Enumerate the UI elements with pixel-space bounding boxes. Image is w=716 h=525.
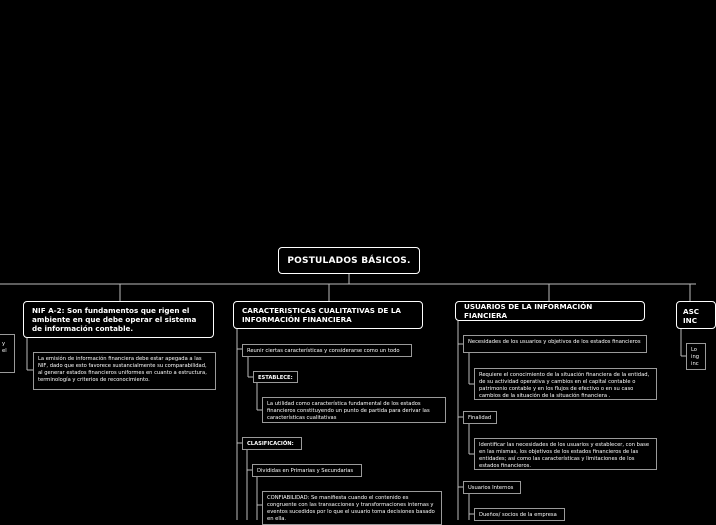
reunir-text: Reunir ciertas características y considerarse como un todo: [247, 348, 400, 354]
right-partial-title-line-1: ASC: [683, 307, 700, 316]
right-partial-line-2: ing: [691, 354, 700, 360]
usuarios-topic[interactable]: [455, 301, 645, 321]
confiabilidad-node[interactable]: [262, 491, 442, 525]
nif-a2-title: NIF A-2: Son fundamentos que rigen el ambiente en que debe operar el sistema de información contable.: [32, 306, 197, 333]
necesidades-text: Necesidades de los usuarios y objetivos de los estados financieros: [468, 339, 641, 345]
usuarios-internos-node[interactable]: [463, 481, 521, 494]
utilidad-text: La utilidad como característica fundamental de los estados financieros constituyendo un punto de partida para derivar las características cualitativas: [267, 401, 430, 421]
reunir-node[interactable]: [242, 344, 412, 357]
finalidad-text: Finalidad: [468, 415, 492, 421]
clasificacion-node[interactable]: [242, 437, 302, 450]
clasificacion-text: CLASIFICACIÓN:: [247, 441, 294, 447]
necesidades-node[interactable]: [463, 335, 647, 353]
right-partial-line-1: Lo: [691, 347, 697, 353]
divididas-node[interactable]: [252, 464, 362, 477]
right-partial-node[interactable]: [686, 343, 706, 370]
nif-a2-detail-text: La emisión de información financiera debe estar apegada a las NIF, dado que esto favorece sustancialmente su comparabilidad, al generar estados financieros uniformes en cuanto a estructura, terminología y criterios de reconocimiento.: [38, 356, 207, 383]
identificar-text: Identificar las necesidades de los usuarios y establecer, con base en las mismas, los objetivos de los estados financieros de las entidades; así como las características y limitaciones de los estados financieros.: [479, 442, 650, 469]
right-partial-topic[interactable]: [676, 301, 716, 329]
confiabilidad-text: CONFIABILIDAD: Se manifiesta cuando el contenido es congruente con las transacciones y transformaciones internas y eventos sucedidos por lo que el usuario toma decisiones basado en ella.: [267, 495, 435, 522]
root-topic[interactable]: [278, 247, 420, 274]
caracteristicas-title: CARACTERISTICAS CUALITATIVAS DE LA INFORMACIÓN FINANCIERA: [242, 306, 401, 324]
duenos-text: Dueños/ socios de la empresa: [479, 512, 557, 518]
nif-a2-detail-node[interactable]: [33, 352, 216, 390]
usuarios-title: USUARIOS DE LA INFORMACIÓN FIANCIERA: [464, 302, 593, 320]
root-title: POSTULADOS BÁSICOS.: [287, 255, 411, 266]
duenos-node[interactable]: [474, 508, 565, 521]
finalidad-node[interactable]: [463, 411, 497, 424]
requiere-node[interactable]: [474, 368, 657, 400]
left-partial-line-2: el: [2, 348, 7, 354]
divididas-text: Divididas en Primarias y Secundarias: [257, 468, 354, 474]
requiere-text: Requiere el conocimiento de la situación financiera de la entidad, de su actividad operativa y cambios en el capital contable o patrimonio contable y en los flujos de efectivo o en su caso cambios de la situación de la situación financiera .: [479, 372, 650, 399]
nif-a2-topic[interactable]: [23, 301, 214, 338]
utilidad-node[interactable]: [262, 397, 446, 423]
right-partial-line-3: inc: [691, 361, 699, 367]
establece-node[interactable]: [253, 371, 298, 383]
left-partial-line-1: y: [2, 341, 6, 347]
right-partial-title-line-2: INC: [683, 316, 697, 325]
caracteristicas-topic[interactable]: [233, 301, 423, 329]
left-partial-node[interactable]: [0, 334, 15, 373]
establece-text: ESTABLECE:: [258, 375, 293, 381]
identificar-node[interactable]: [474, 438, 657, 470]
usuarios-internos-text: Usuarios Internos: [468, 485, 514, 491]
